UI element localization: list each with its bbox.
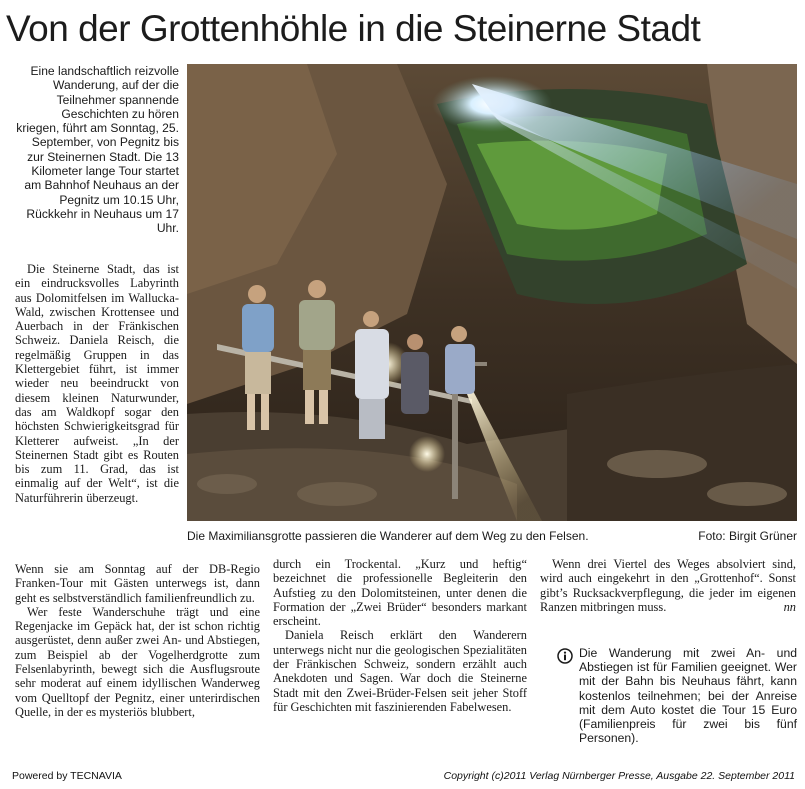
column-1-top	[15, 262, 179, 505]
column-3	[540, 557, 796, 614]
lead-paragraph: Eine landschaftlich reizvolle Wanderung, auf der die Teilnehmer spannende Geschichten zu hören kriegen, führt am Sonntag, 25. September, von Pegnitz bis zur Steinernen Stadt. Die 13 Kilometer lange Tour startet am Bahnhof Neuhaus an der Pegnitz um 10.15 Uhr, Rückkehr in Neuhaus um 17 Uhr.	[16, 64, 179, 236]
body-paragraph-6	[540, 557, 796, 614]
info-circle-icon	[557, 648, 573, 664]
body-paragraph-2: Wenn sie am Sonntag auf der DB-Regio Franken-Tour mit Gästen unterwegs ist, dann geht es selbstverständlich familienfreundlich zu.	[15, 562, 260, 605]
column-1-bottom	[15, 562, 260, 719]
cave-photo	[187, 64, 797, 521]
body-paragraph-1: Die Steinerne Stadt, das ist ein eindrucksvolles Labyrinth aus Dolomitfelsen im Wallucka-Wald, zwischen Krottensee und Auerbach in der Fränkischen Schweiz. Daniela Reisch, die regelmäßig Gruppen in das Klettergebiet führt, ist immer wieder neu beeindruckt von diesem kleinen Naturwunder, das am Waldkopf sogar den höchsten Schwierigkeitsgrad für Kletterer aufweist. „In der Steinernen Stadt gibt es Routen bis zum 11. Grad, das ist einmalig auf der Welt“, ist die Naturführerin überzeugt.	[15, 262, 179, 505]
body-paragraph-3: Wer feste Wanderschuhe trägt und eine Regenjacke im Gepäck hat, der ist schon richtig ausgerüstet, denn außer zwei An- und Abstiegen, zum Beispiel ab der Vogelherdgrotte zum Felsenlabyrinth, bewegt sich die Ausflugsroute sehr moderat auf einem idyllischen Wanderweg vom Quelltopf der Pegnitz, einer unterirdischen Quelle, in der es mysteriös blubbert,	[15, 604, 260, 719]
info-box	[557, 646, 797, 745]
body-paragraph-5: Daniela Reisch erklärt den Wanderern unterwegs nicht nur die geologischen Spezialitäten der Fränkischen Schweiz, sondern erzählt auch Anekdoten und Sagen. War doch die Steinerne Stadt mit den Zwei-Brüder-Felsen seit jeher Stoff für Geschichten mit faszinierenden Fabelwesen.	[273, 628, 527, 714]
powered-by: Powered by TECNAVIA	[12, 770, 122, 782]
body-paragraph-6-text: Wenn drei Viertel des Weges absolviert sind, wird auch eingekehrt in den „Grottenhof“. Sonst gibt’s Rucksackverpflegung, die jeder im eigenen Ranzen mitbringen muss.	[540, 557, 796, 614]
caption-text: Die Maximiliansgrotte passieren die Wanderer auf dem Weg zu den Felsen.	[187, 529, 589, 543]
photo-caption	[187, 528, 799, 544]
author-initials: nn	[783, 600, 796, 615]
body-paragraph-4: durch ein Trockental. „Kurz und heftig“ bezeichnet die professionelle Begleiterin den Aufstieg zu den Dolomitsteinen, unter denen die Formation der „Zwei Brüder“ besonders markant erscheint.	[273, 557, 527, 629]
info-text: Die Wanderung mit zwei An- und Abstiegen ist für Familien geeignet. Wer mit der Bahn bis Neuhaus fährt, kann kostenlos teilnehmen; bei der Anreise mit dem Auto kostet die Tour 15 Euro (Familienpreis für zwei bis fünf Personen).	[579, 646, 797, 746]
copyright-notice: Copyright (c)2011 Verlag Nürnberger Presse, Ausgabe 22. September 2011	[443, 770, 795, 782]
column-2	[273, 557, 527, 714]
photo-credit: Foto: Birgit Grüner	[698, 529, 797, 543]
headline: Von der Grottenhöhle in die Steinerne Stadt	[6, 8, 701, 49]
